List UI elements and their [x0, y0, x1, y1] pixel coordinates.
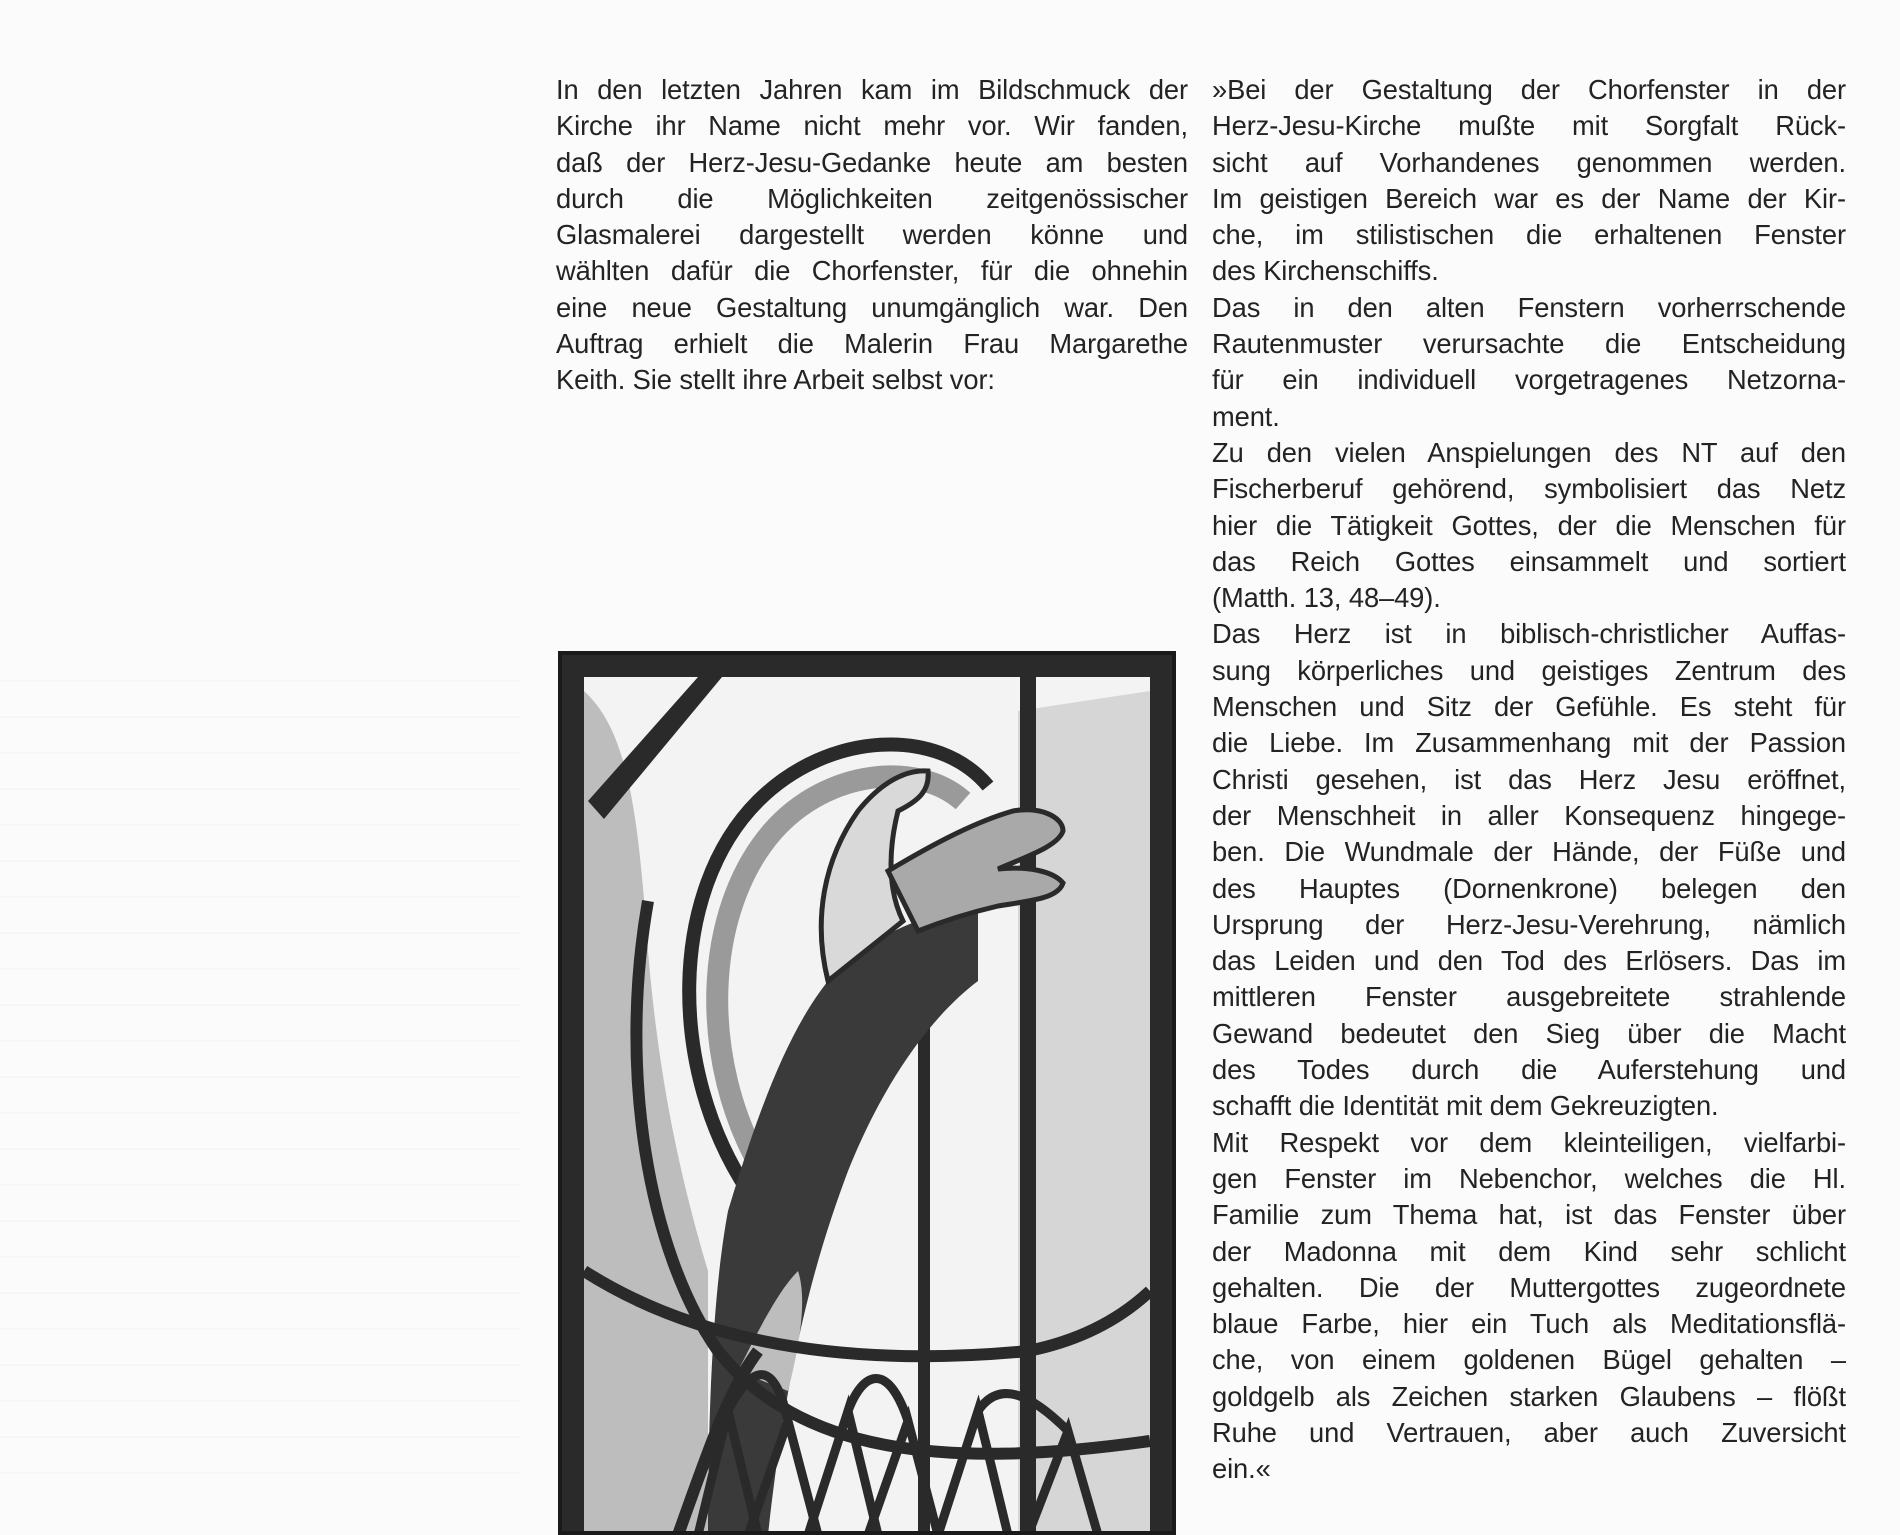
text-line: ben. Die Wundmale der Hände, der Füße und	[1212, 836, 1846, 868]
ghosted-background-text	[0, 680, 520, 1500]
text-line: »Bei der Gestaltung der Chorfenster in der	[1212, 74, 1846, 105]
text-line: eine neue Gestaltung unumgänglich war. Den	[556, 291, 1188, 323]
text-line: das Leiden und den Tod des Erlösers. Das im	[1212, 945, 1846, 977]
text-line: Glasmalerei dargestellt werden könne und	[556, 219, 1188, 251]
stained-glass-window-image	[558, 651, 1176, 1535]
text-line: der Menschheit in aller Konsequenz hingege-	[1212, 799, 1846, 831]
paragraph-intro	[1212, 72, 1846, 290]
text-line: Auftrag erhielt die Malerin Frau Margarethe	[556, 328, 1188, 360]
text-line: wählten dafür die Chorfenster, für die ohnehin	[556, 255, 1188, 287]
paragraph-net	[1212, 435, 1846, 616]
text-line: In den letzten Jahren kam im Bildschmuck der	[556, 74, 1188, 105]
text-line: Im geistigen Bereich war es der Name der Kir-	[1212, 182, 1846, 214]
text-line: Christi gesehen, ist das Herz Jesu eröffnet,	[1212, 763, 1846, 795]
text-line: schafft die Identität mit dem Gekreuzigten.	[1212, 1090, 1719, 1122]
text-line: das Reich Gottes einsammelt und sortiert	[1212, 545, 1846, 577]
text-line: Ruhe und Vertrauen, aber auch Zuversicht	[1212, 1416, 1846, 1448]
text-line: daß der Herz-Jesu-Gedanke heute am besten	[556, 146, 1188, 178]
text-line: Familie zum Thema hat, ist das Fenster über	[1212, 1199, 1846, 1231]
text-line: goldgelb als Zeichen starken Glaubens – flößt	[1212, 1380, 1846, 1412]
text-line: des Todes durch die Auferstehung und	[1212, 1054, 1846, 1086]
text-line: des Kirchenschiffs.	[1212, 255, 1439, 287]
text-line: sung körperliches und geistiges Zentrum des	[1212, 654, 1846, 686]
left-text-column	[556, 72, 1188, 399]
right-text-column	[1212, 72, 1846, 1488]
text-line: Herz-Jesu-Kirche mußte mit Sorgfalt Rück-	[1212, 110, 1846, 142]
text-line: sicht auf Vorhandenes genommen werden.	[1212, 146, 1846, 178]
text-line: gen Fenster im Nebenchor, welches die Hl.	[1212, 1162, 1846, 1194]
text-line: blaue Farbe, hier ein Tuch als Meditationsflä-	[1212, 1308, 1846, 1340]
text-line: der Madonna mit dem Kind sehr schlicht	[1212, 1235, 1846, 1267]
text-line: ment.	[1212, 400, 1280, 432]
text-line: Menschen und Sitz der Gefühle. Es steht für	[1212, 691, 1846, 723]
text-line: che, im stilistischen die erhaltenen Fenster	[1212, 219, 1846, 251]
text-line: Gewand bedeutet den Sieg über die Macht	[1212, 1017, 1846, 1049]
stained-glass-window-illustration	[558, 651, 1176, 1535]
text-line: Fischerberuf gehörend, symbolisiert das Netz	[1212, 473, 1846, 505]
text-line: Zu den vielen Anspielungen des NT auf den	[1212, 436, 1846, 468]
text-line: Das Herz ist in biblisch-christlicher Auffas-	[1212, 618, 1846, 650]
text-line: mittleren Fenster ausgebreitete strahlende	[1212, 981, 1846, 1013]
text-line: Ursprung der Herz-Jesu-Verehrung, nämlich	[1212, 908, 1846, 940]
paragraph-madonna	[1212, 1125, 1846, 1488]
text-line: Das in den alten Fenstern vorherrschende	[1212, 291, 1846, 323]
text-line: Kirche ihr Name nicht mehr vor. Wir fanden,	[556, 110, 1188, 142]
text-line: hier die Tätigkeit Gottes, der die Menschen für	[1212, 509, 1846, 541]
paragraph-pattern	[1212, 290, 1846, 435]
text-line: die Liebe. Im Zusammenhang mit der Passion	[1212, 727, 1846, 759]
text-line: Mit Respekt vor dem kleinteiligen, vielfarbi-	[1212, 1126, 1846, 1158]
paragraph-heart	[1212, 616, 1846, 1124]
text-line: durch die Möglichkeiten zeitgenössischer	[556, 182, 1188, 214]
text-line: (Matth. 13, 48–49).	[1212, 582, 1441, 614]
text-line: gehalten. Die der Muttergottes zugeordnete	[1212, 1271, 1846, 1303]
text-line: des Hauptes (Dornenkrone) belegen den	[1212, 872, 1846, 904]
text-line: Keith. Sie stellt ihre Arbeit selbst vor:	[556, 364, 995, 396]
text-line: für ein individuell vorgetragenes Netzorna-	[1212, 364, 1846, 396]
text-line: che, von einem goldenen Bügel gehalten –	[1212, 1344, 1846, 1376]
text-line: ein.«	[1212, 1453, 1271, 1485]
text-line: Rautenmuster verursachte die Entscheidung	[1212, 328, 1846, 360]
